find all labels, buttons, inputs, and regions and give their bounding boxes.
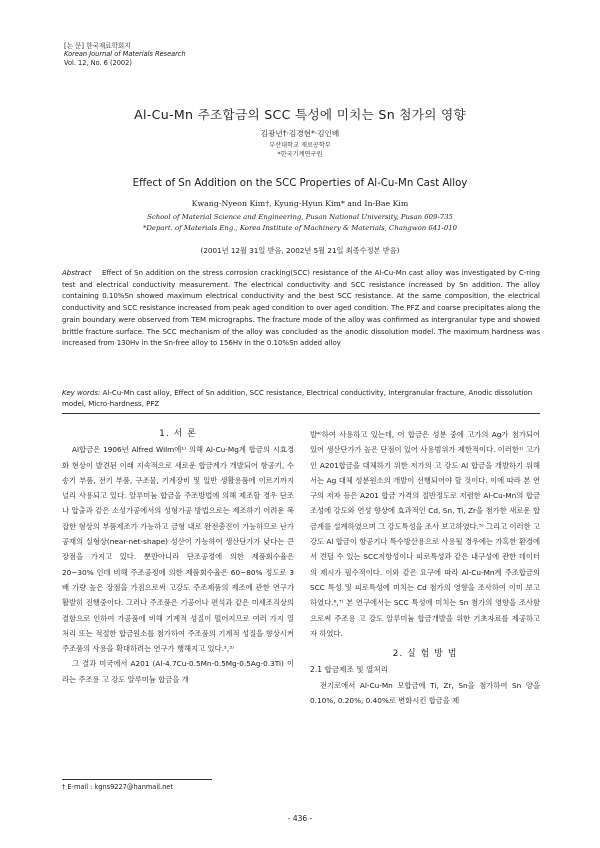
keywords-label: Key words — [62, 389, 98, 397]
footnote-email: † E-mail : kgns9227@hanmail.net — [62, 783, 173, 791]
affiliation-korean-2: *한국기계연구원 — [277, 151, 323, 158]
keywords: Key words: Al-Cu-Mn cast alloy, Effect of Sn addition, SCC resistance, Electrical conductivity, Intergranular fracture, Anodic dissolution model, Micro-hardness, PFZ — [62, 389, 533, 408]
keywords-text: Al-Cu-Mn cast alloy, Effect of Sn addition, SCC resistance, Electrical conductivity, Intergranular fracture, Anodic dissolution model, Micro-hardness, PFZ — [62, 389, 533, 408]
section-2-heading: 2. 실 험 방 법 — [392, 649, 458, 660]
footnote-divider — [62, 779, 212, 780]
affiliations-korean — [0, 141, 600, 159]
body-paragraph: 그 결과 미국에서 A201 (Al-4.7Cu-0.5Mn-0.5Mg-0.5Ag-0.3Ti) 이라는 주조용 고 강도 알루미늄 합금을 개 — [62, 659, 294, 684]
affiliations-english — [0, 212, 600, 233]
section-1-heading: 1. 서 론 — [159, 429, 197, 439]
abstract-text: Effect of Sn addition on the stress corrosion cracking(SCC) resistance of the Al-Cu-Mn cast alloy was investigated by C-ring test and electrical conductivity measurement. The electrical conductivity and SCC resistance increased by Sn addition. The alloy containing 0.10%Sn showed maximum electrical conductivity and the best SCC resistance. At the same composition, the electrical conductivity and SCC resistance increased from peak aged condition to over aged condition. The PFZ and coarse precipitates along the grain boundary were observed from TEM micrographs. The fracture mode of the alloy was confirmed as intergranular type and showed brittle fracture surface. The SCC mechanism of the alloy was concluded as the anodic dissolution model. The maximum hardness was increased from 130Hv in the Sn-free alloy to 156Hv in the 0.10%Sn added alloy — [62, 269, 540, 348]
subsection-2-1-heading: 2.1 합금제조 및 열처리 — [310, 665, 389, 675]
title-english: Effect of Sn Addition on the SCC Properties of Al-Cu-Mn Cast Alloy — [132, 178, 468, 189]
journal-header — [64, 42, 186, 67]
affiliation-english-2: *Depart. of Materials Eng., Korea Institute of Machinery & Materials, Changwon 641-010 — [142, 223, 458, 232]
journal-name-kr: [논 문] 한국재료학회지 — [64, 42, 131, 50]
body-paragraph: 발⁴⁾하여 사용하고 있는데, 이 합금은 성분 중에 고가의 Ag가 첨가되어 있어 생산단가가 높은 단점이 있어 사용범위가 제한적이다. 이러한¹⁾ 고가인 A201합금을 대체하기 위한 저가의 고 강도 Al 합금을 개발하기 위해서는 Ag 대체 성분원소의 개발이 선행되어야 할 것이다. 이에 따라 본 연구의 저자 등은 A201 합금 가격의 절반정도로 저렴한 Al-Cu-Mn의 합금 조성에 강도와 연성 향상에 효과적인 Cd, Sn, Ti, Zr을 첨가한 새로운 합금계를 설계하였으며 그 강도특성을 조사 보고하였다.⁵⁾ 그리고 이러한 고강도 Al 합금이 항공기나 특수방산용으로 사용될 경우에는 가혹한 환경에서 견딜 수 있는 SCC저항성이나 피로특성과 같은 내구성에 관한 데이터의 제시가 필수적이다. 이와 같은 요구에 따라 Al-Cu-Mn계 주조합금의 SCC 특성 및 피로특성에 미치는 Cd 첨가의 영향을 조사하여 이미 보고하였다.⁶,⁷⁾ 본 연구에서는 SCC 특성에 미치는 Sn 첨가의 영향을 조사함으로써 주조용 고 강도 알루미늄 합금개발을 위한 기초자료를 제공하고자 하였다. — [310, 430, 541, 638]
body-left-column — [62, 427, 294, 687]
affiliation-korean-1: 부산대학교 재료공학부 — [269, 142, 331, 149]
journal-name-en: Korean Journal of Materials Research — [64, 50, 186, 59]
authors-english: Kwang-Nyeon Kim†, Kyung-Hyun Kim* and In-Bae Kim — [191, 199, 409, 208]
body-paragraph: 전기로에서 Al-Cu-Mn 모합금에 Ti, Zr, Sn을 첨가하여 Sn 양을 0.10%, 0.20%, 0.40%로 변화시킨 합금을 제 — [310, 680, 540, 706]
authors-korean: 김광년†·김경현*·김인배 — [260, 129, 340, 138]
abstract-label: Abstract — [62, 269, 92, 277]
keywords-divider — [62, 413, 540, 414]
affiliation-english-1: School of Material Science and Engineering, Pusan National University, Pusan 609-735 — [147, 213, 453, 221]
body-paragraph: Al합금은 1906년 Alfred Wilm에¹⁾ 의해 Al-Cu-Mg계 합금의 시효경화 현상이 발견된 이래 지속적으로 새로운 합금계가 개발되어 항공기, 수송기 부품, 전기 부품, 구조물, 기계장비 및 일반 생활용품에 이르기까지 널리 사용되고 있다. 알루미늄 합금을 주조방법에 의해 제조할 경우 단조나 압출과 같은 소성가공에서의 성형가공 방법으로는 제조하기 어려운 복잡한 형상의 부품제조가 가능하고 금형 내로 완전충진이 가능하므로 난가공재의 실형상(near-net-shape) 성산이 가능하여 생산단가가 낮다는 큰 장점을 가지고 있다. 뿐만아니라 단조공정에 의한 제품회수율은 20~30% 인데 비해 주조공정에 의한 제품회수율은 60~80% 정도로 3배 가량 높은 장점을 가짐으로써 고강도 주조제품의 제조에 관한 연구가 활발히 진행중이다. 그러나 주조품은 기공이나 편석과 같은 미세조직상의 결함으로 인하여 가공품에 비해 기계적 성질이 떨어지므로 여러 가지 열처리 또는 적절한 합금원소를 첨가하여 주조품의 기계적 성질을 향상시켜 주조품의 사용을 확대하려는 연구가 행해지고 있다.²,³⁾ — [62, 445, 294, 654]
received-dates: (2001년 12월 31일 받음, 2002년 5월 21일 최종수정본 받음) — [200, 246, 400, 255]
abstract — [62, 268, 540, 350]
body-right-column — [310, 427, 540, 708]
title-korean: Al-Cu-Mn 주조합금의 SCC 특성에 미치는 Sn 첨가의 영향 — [134, 107, 466, 122]
page-number: - 436 - — [287, 814, 313, 823]
journal-volume: Vol. 12, No. 6 (2002) — [64, 58, 132, 67]
